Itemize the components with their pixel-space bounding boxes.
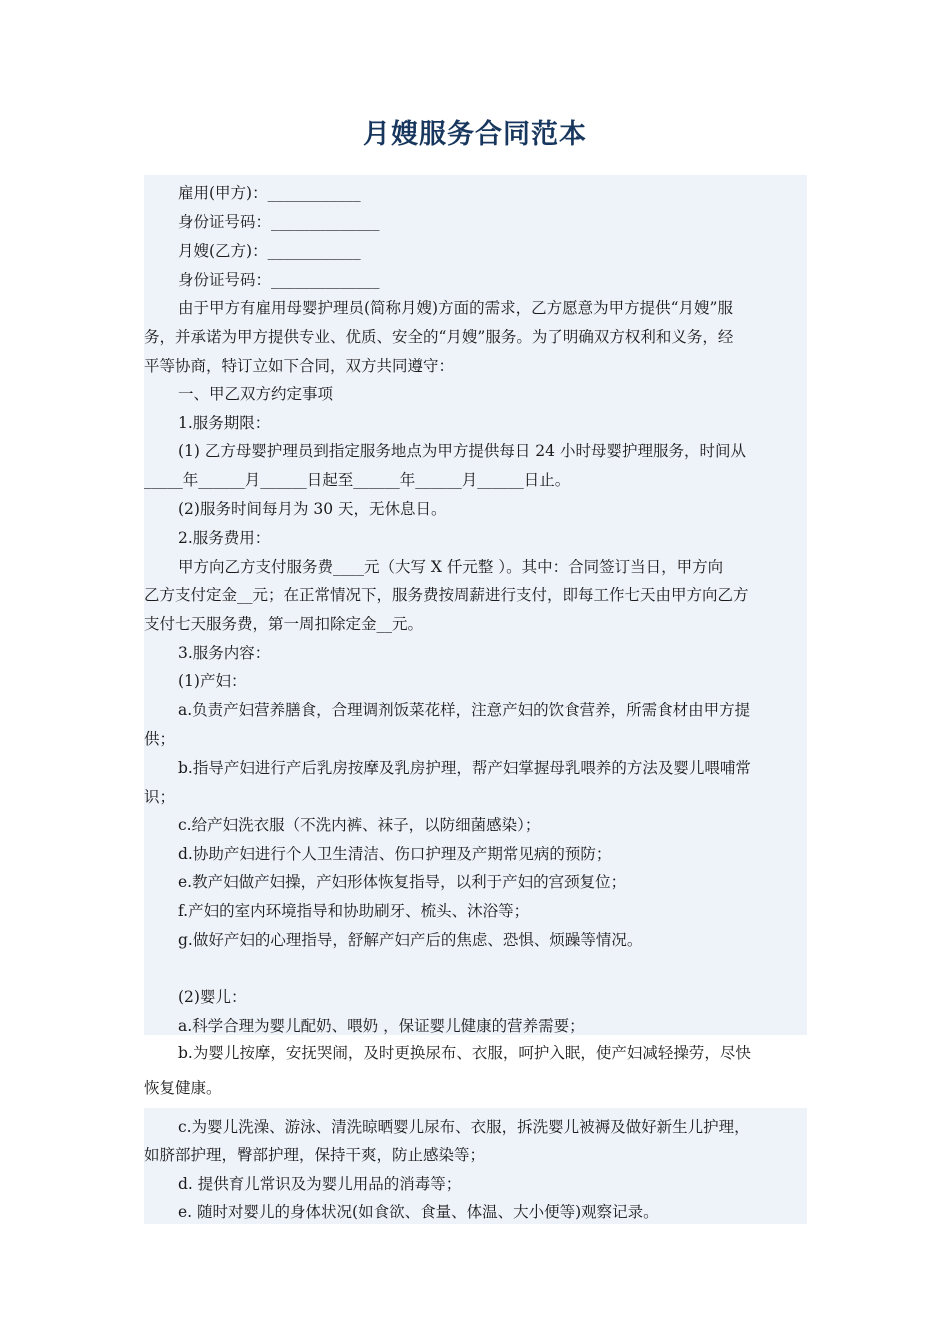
paragraph-line: 由于甲方有雇用母婴护理员(简称月嫂)方面的需求，乙方愿意为甲方提供“月嫂”服: [178, 299, 733, 317]
list-item: a.科学合理为婴儿配奶、喂奶 ，保证婴儿健康的营养需要；: [178, 1017, 585, 1035]
paragraph-line: (1) 乙方母婴护理员到指定服务地点为甲方提供每日 24 小时母婴护理服务，时间从: [178, 442, 746, 460]
clause-heading: 2.服务费用：: [178, 529, 271, 547]
paragraph-line: 乙方支付定金__元；在正常情况下，服务费按周薪进行支付，即每工作七天由甲方向乙方: [144, 586, 749, 604]
list-item: d.协助产妇进行个人卫生清洁、伤口护理及产期常见病的预防；: [178, 845, 612, 863]
list-item: 供；: [144, 730, 176, 748]
list-item: d. 提供育儿常识及为婴儿用品的消毒等；: [178, 1175, 462, 1193]
list-item: f.产妇的室内环境指导和协助刷牙、梳头、沐浴等；: [178, 902, 530, 920]
list-item: g.做好产妇的心理指导，舒解产妇产后的焦虑、恐惧、烦躁等情况。: [178, 931, 643, 949]
list-item: c.为婴儿洗澡、游泳、清洗晾晒婴儿尿布、衣服，拆洗婴儿被褥及做好新生儿护理，: [178, 1118, 750, 1136]
employer-field: 雇用(甲方)：____________: [178, 184, 361, 202]
nanny-field: 月嫂(乙方)：____________: [178, 242, 361, 260]
list-item: 识；: [144, 788, 176, 806]
subclause-heading: (2)婴儿：: [178, 988, 247, 1006]
section-heading: 一、甲乙双方约定事项: [178, 385, 334, 403]
list-item: b.指导产妇进行产后乳房按摩及乳房护理，帮产妇掌握母乳喂养的方法及婴儿喂哺常: [178, 759, 751, 777]
list-item: c.给产妇洗衣服（不洗内裤、袜子，以防细菌感染）；: [178, 816, 541, 834]
list-item: e. 随时对婴儿的身体状况(如食欲、食量、体温、大小便等)观察记录。: [178, 1203, 659, 1221]
paragraph-line: 支付七天服务费，第一周扣除定金__元。: [144, 615, 424, 633]
employer-id-field: 身份证号码：______________: [178, 213, 380, 231]
paragraph-line: 平等协商，特订立如下合同，双方共同遵守：: [144, 357, 455, 375]
list-item: 恢复健康。: [144, 1079, 222, 1097]
document-title: 月嫂服务合同范本: [363, 119, 587, 150]
nanny-id-field: 身份证号码：______________: [178, 271, 380, 289]
list-item: 如脐部护理，臀部护理，保持干爽，防止感染等；: [144, 1146, 486, 1164]
subclause-heading: (1)产妇：: [178, 672, 247, 690]
list-item: a.负责产妇营养膳食，合理调剂饭菜花样，注意产妇的饮食营养，所需食材由甲方提: [178, 701, 751, 719]
paragraph-line: _____年______月______日起至______年______月______日止。: [144, 471, 571, 489]
list-item: b.为婴儿按摩，安抚哭闹，及时更换尿布、衣服，呵护入眠，使产妇减轻操劳，尽快: [178, 1044, 751, 1062]
clause-heading: 3.服务内容：: [178, 644, 271, 662]
paragraph-line: 甲方向乙方支付服务费____元（大写 X 仟元整 ）。其中：合同签订当日，甲方向: [178, 558, 724, 576]
clause-heading: 1.服务期限：: [178, 414, 271, 432]
list-item: e.教产妇做产妇操，产妇形体恢复指导，以利于产妇的宫颈复位；: [178, 873, 627, 891]
paragraph-line: 务，并承诺为甲方提供专业、优质、安全的“月嫂”服务。为了明确双方权利和义务，经: [144, 328, 734, 346]
paragraph-line: (2)服务时间每月为 30 天，无休息日。: [178, 500, 447, 518]
